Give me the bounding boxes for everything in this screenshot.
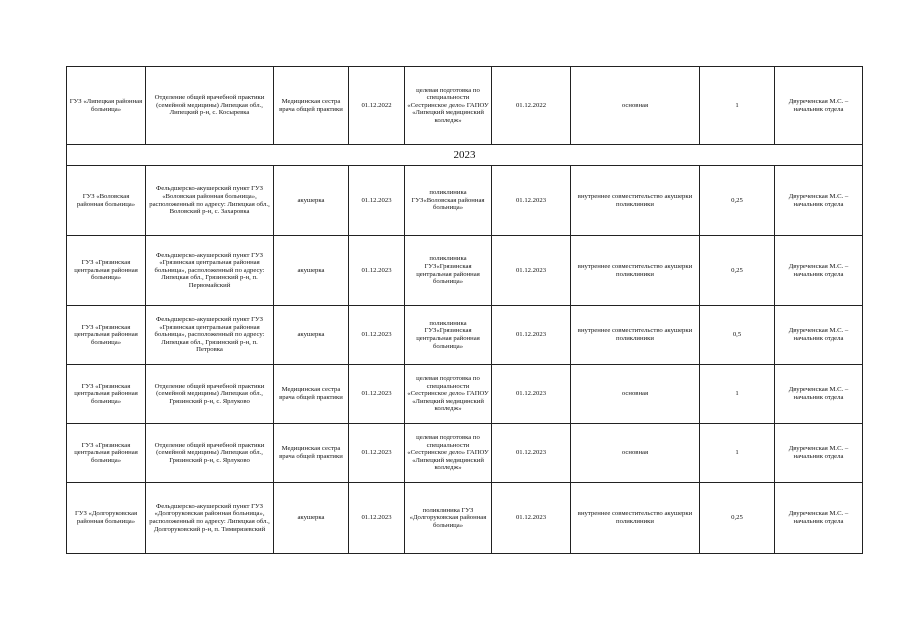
training-cell: целевая подготовка по специальности «Сестринское дело» ГАПОУ «Липецкий медицинский колледж»	[405, 424, 492, 483]
table-row	[67, 483, 863, 554]
org-cell: ГУЗ «Липецкая районная больница»	[67, 67, 146, 145]
rate-cell: 0,25	[700, 483, 775, 554]
contact-cell: Двуреченская М.С. – начальник отдела	[775, 306, 863, 365]
date-cell: 01.12.2023	[492, 424, 571, 483]
table-row	[67, 166, 863, 236]
training-cell: поликлиника ГУЗ«Грязинская центральная районная больница»	[405, 306, 492, 365]
position-cell: акушерка	[274, 483, 349, 554]
kind-cell: внутреннее совместительство акушерки поликлиники	[571, 236, 700, 306]
place-cell: Фельдшерско-акушерский пункт ГУЗ «Грязинская центральная районная больница», расположенный по адресу: Липецкая обл., Грязинский р-н, п. Петровка	[146, 306, 274, 365]
org-cell: ГУЗ «Долгоруковская районная больница»	[67, 483, 146, 554]
training-cell: поликлиника ГУЗ «Долгоруковская районная больница»	[405, 483, 492, 554]
contact-cell: Двуреченская М.С. – начальник отдела	[775, 365, 863, 424]
date-cell: 01.12.2023	[349, 306, 405, 365]
date-cell: 01.12.2023	[492, 236, 571, 306]
training-cell: целевая подготовка по специальности «Сестринское дело» ГАПОУ «Липецкий медицинский колледж»	[405, 365, 492, 424]
rate-cell: 1	[700, 365, 775, 424]
date-cell: 01.12.2023	[349, 424, 405, 483]
training-cell: поликлиника ГУЗ«Воловская районная больница»	[405, 166, 492, 236]
date-cell: 01.12.2022	[349, 67, 405, 145]
date-cell: 01.12.2023	[492, 365, 571, 424]
kind-cell: основная	[571, 67, 700, 145]
place-cell: Отделение общей врачебной практики (семейной медицины) Липецкая обл., Грязинский р-н, с. Ярлуково	[146, 424, 274, 483]
date-cell: 01.12.2023	[349, 483, 405, 554]
year-heading: 2023	[67, 145, 863, 166]
date-cell: 01.12.2023	[349, 365, 405, 424]
date-cell: 01.12.2023	[349, 236, 405, 306]
contact-cell: Двуреченская М.С. – начальник отдела	[775, 67, 863, 145]
kind-cell: внутреннее совместительство акушерки поликлиники	[571, 483, 700, 554]
kind-cell: основная	[571, 365, 700, 424]
contact-cell: Двуреченская М.С. – начальник отдела	[775, 483, 863, 554]
place-cell: Фельдшерско-акушерский пункт ГУЗ «Долгоруковская районная больница», расположенный по адресу: Липецкая обл., Долгоруковский р-н, п. Тимирязевский	[146, 483, 274, 554]
place-cell: Отделение общей врачебной практики (семейной медицины) Липецкая обл., Грязинский р-н, с. Ярлуково	[146, 365, 274, 424]
kind-cell: внутреннее совместительство акушерки поликлиники	[571, 166, 700, 236]
date-cell: 01.12.2023	[492, 483, 571, 554]
contact-cell: Двуреченская М.С. – начальник отдела	[775, 424, 863, 483]
contact-cell: Двуреченская М.С. – начальник отдела	[775, 166, 863, 236]
place-cell: Отделение общей врачебной практики (семейной медицины) Липецкая обл., Липецкий р-н, с. Косыревка	[146, 67, 274, 145]
training-cell: поликлиника ГУЗ«Грязинская центральная районная больница»	[405, 236, 492, 306]
table-row	[67, 306, 863, 365]
org-cell: ГУЗ «Грязинская центральная районная больница»	[67, 365, 146, 424]
rate-cell: 0,5	[700, 306, 775, 365]
date-cell: 01.12.2022	[492, 67, 571, 145]
position-cell: акушерка	[274, 166, 349, 236]
kind-cell: внутреннее совместительство акушерки поликлиники	[571, 306, 700, 365]
table-row	[67, 236, 863, 306]
org-cell: ГУЗ «Грязинская центральная районная больница»	[67, 236, 146, 306]
place-cell: Фельдшерско-акушерский пункт ГУЗ «Грязинская центральная районная больница», расположенный по адресу: Липецкая обл., Грязинский р-н, п. Первомайский	[146, 236, 274, 306]
rate-cell: 1	[700, 67, 775, 145]
date-cell: 01.12.2023	[349, 166, 405, 236]
position-cell: Медицинская сестра врача общей практики	[274, 67, 349, 145]
org-cell: ГУЗ «Грязинская центральная районная больница»	[67, 306, 146, 365]
vacancy-table	[66, 66, 863, 554]
table-row	[67, 365, 863, 424]
position-cell: Медицинская сестра врача общей практики	[274, 365, 349, 424]
kind-cell: основная	[571, 424, 700, 483]
rate-cell: 0,25	[700, 166, 775, 236]
org-cell: ГУЗ «Воловская районная больница»	[67, 166, 146, 236]
position-cell: акушерка	[274, 236, 349, 306]
date-cell: 01.12.2023	[492, 166, 571, 236]
position-cell: Медицинская сестра врача общей практики	[274, 424, 349, 483]
table-row	[67, 67, 863, 145]
contact-cell: Двуреченская М.С. – начальник отдела	[775, 236, 863, 306]
org-cell: ГУЗ «Грязинская центральная районная больница»	[67, 424, 146, 483]
training-cell: целевая подготовка по специальности «Сестринское дело» ГАПОУ «Липецкий медицинский колледж»	[405, 67, 492, 145]
table-row	[67, 424, 863, 483]
rate-cell: 0,25	[700, 236, 775, 306]
position-cell: акушерка	[274, 306, 349, 365]
rate-cell: 1	[700, 424, 775, 483]
year-row	[67, 145, 863, 166]
date-cell: 01.12.2023	[492, 306, 571, 365]
place-cell: Фельдшерско-акушерский пункт ГУЗ «Воловская районная больница», расположенный по адресу: Липецкая обл., Воловский р-н, с. Захаровка	[146, 166, 274, 236]
